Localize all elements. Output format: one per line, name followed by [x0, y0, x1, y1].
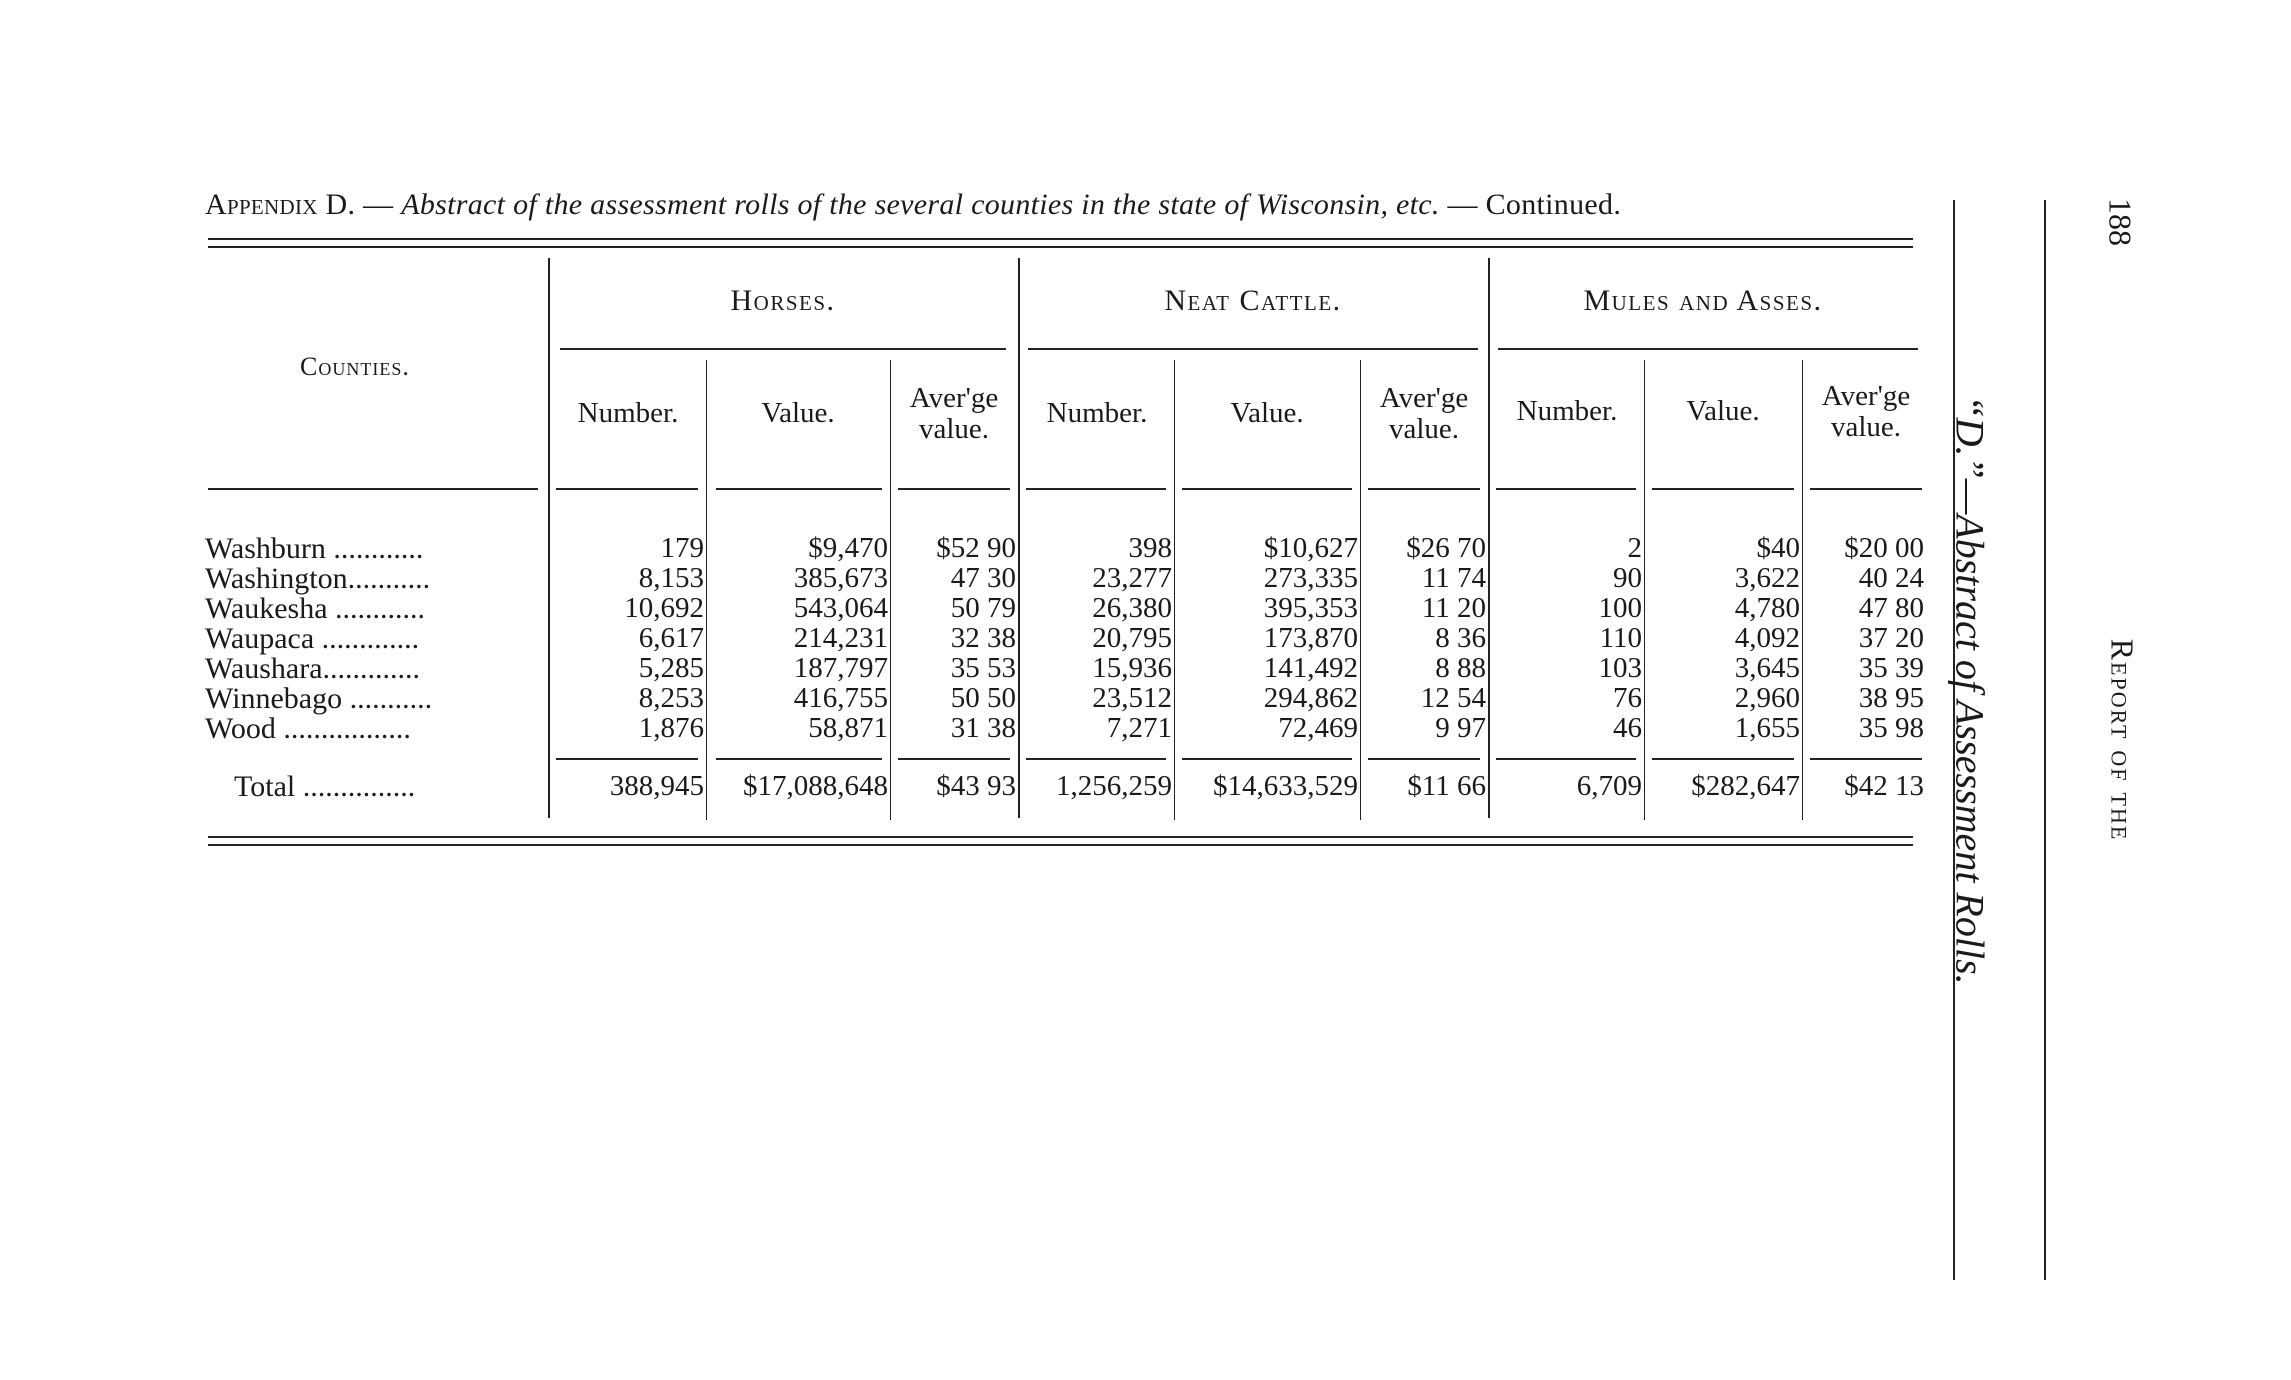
table-cell: 3,622 [1734, 562, 1800, 594]
total-rule [1182, 758, 1352, 760]
table-cell: 90 [1613, 562, 1642, 594]
table-cell: 23,277 [1092, 562, 1172, 594]
table-cell: 35 98 [1858, 712, 1924, 744]
table-cell: 10,692 [624, 592, 704, 624]
group-rule [1498, 348, 1918, 350]
table-cell: 110 [1599, 622, 1642, 654]
table-cell: 38 95 [1858, 682, 1924, 714]
table-cell: 2 [1627, 532, 1642, 564]
table-cell: 12 54 [1420, 682, 1486, 714]
total-cell: $282,647 [1691, 770, 1800, 802]
table-cell: 9 97 [1435, 712, 1486, 744]
table-cell: 8,153 [638, 562, 704, 594]
table-cell: 398 [1128, 532, 1172, 564]
table-cell: 100 [1598, 592, 1642, 624]
total-cell: 6,709 [1576, 770, 1642, 802]
table-cell: 50 79 [950, 592, 1016, 624]
subheader-number: Number. [1046, 397, 1148, 429]
table-cell: $26 70 [1406, 532, 1486, 564]
table-cell: 11 74 [1421, 562, 1486, 594]
table-cell: 273,335 [1263, 562, 1358, 594]
total-rule [716, 758, 882, 760]
table-cell: 179 [660, 532, 704, 564]
running-title: “D.”—Abstract of Assessment Rolls. [1947, 395, 1993, 985]
header-rule [1182, 488, 1352, 490]
page-number: 188 [2102, 198, 2139, 246]
table-cell: 35 39 [1858, 652, 1924, 684]
table-cell: 8,253 [638, 682, 704, 714]
table-cell: 47 80 [1858, 592, 1924, 624]
county-name: Washington........... [205, 562, 431, 595]
group-header-neat-cattle: Neat Cattle. [1164, 284, 1342, 317]
table-cell: 5,285 [638, 652, 704, 684]
table-cell: 1,876 [638, 712, 704, 744]
table-caption [205, 188, 1915, 222]
table-cell: 76 [1613, 682, 1642, 714]
total-cell: $14,633,529 [1213, 770, 1358, 802]
table-cell: 15,936 [1092, 652, 1172, 684]
table-cell: $52 90 [936, 532, 1016, 564]
table-cell: 3,645 [1734, 652, 1800, 684]
caption-title: Abstract of the assessment rolls of the several counties in the state of Wisconsin, etc. [401, 188, 1440, 221]
header-rule [208, 488, 538, 490]
header-rule [1496, 488, 1636, 490]
header-rule [556, 488, 698, 490]
table-cell: 385,673 [793, 562, 888, 594]
bottom-rule [208, 844, 1913, 846]
table-cell: 23,512 [1092, 682, 1172, 714]
total-cell: 1,256,259 [1056, 770, 1172, 802]
table-cell: 26,380 [1092, 592, 1172, 624]
group-rule [560, 348, 1006, 350]
table-cell: 20,795 [1092, 622, 1172, 654]
subheader-number: Number. [1516, 395, 1618, 427]
table-cell: 103 [1598, 652, 1642, 684]
county-name: Waukesha ............ [205, 592, 426, 625]
table-cell: 173,870 [1263, 622, 1358, 654]
header-rule [1026, 488, 1166, 490]
margin-rule [2044, 200, 2046, 1280]
header-rule [1810, 488, 1922, 490]
total-rule [1496, 758, 1636, 760]
subheader-number: Number. [577, 397, 679, 429]
caption-lead: Appendix D. [205, 188, 356, 221]
table-cell: $40 [1756, 532, 1800, 564]
total-cell: $42 13 [1844, 770, 1924, 802]
table-cell: $9,470 [808, 532, 888, 564]
table-cell: 214,231 [793, 622, 888, 654]
table-cell: 31 38 [950, 712, 1016, 744]
table-cell: 6,617 [638, 622, 704, 654]
table-cell: 1,655 [1734, 712, 1800, 744]
table-cell: 40 24 [1858, 562, 1924, 594]
total-label: Total ............... [234, 770, 416, 803]
total-rule [1652, 758, 1794, 760]
header-rule [1652, 488, 1794, 490]
total-rule [1026, 758, 1166, 760]
table-cell: 37 20 [1858, 622, 1924, 654]
table-cell: 35 53 [950, 652, 1016, 684]
total-rule [1368, 758, 1480, 760]
subheader-value: Value. [1230, 397, 1304, 429]
caption-continued: Continued. [1485, 188, 1622, 221]
caption-dash: — [1439, 188, 1486, 221]
table-cell: 187,797 [793, 652, 888, 684]
table-cell: 72,469 [1278, 712, 1358, 744]
header-rule [716, 488, 882, 490]
table-cell: 2,960 [1734, 682, 1800, 714]
table-cell: 58,871 [808, 712, 888, 744]
table-cell: 416,755 [793, 682, 888, 714]
subheader-average-value: Aver'ge value. [1821, 380, 1911, 443]
county-name: Wood ................. [205, 712, 411, 745]
table-cell: $10,627 [1263, 532, 1358, 564]
total-cell: $17,088,648 [743, 770, 888, 802]
group-rule [1028, 348, 1478, 350]
total-cell: 388,945 [609, 770, 704, 802]
running-head: Report of the [2104, 638, 2141, 842]
total-cell: $43 93 [936, 770, 1016, 802]
header-rule [898, 488, 1010, 490]
header-rule [1368, 488, 1480, 490]
table-cell: 4,780 [1734, 592, 1800, 624]
table-cell: 8 36 [1435, 622, 1486, 654]
table-cell: 395,353 [1263, 592, 1358, 624]
table-cell: 294,862 [1263, 682, 1358, 714]
bottom-rule [208, 836, 1913, 838]
counties-header: Counties. [300, 352, 410, 381]
table-cell: 141,492 [1263, 652, 1358, 684]
top-rule [208, 246, 1913, 248]
top-rule [208, 238, 1913, 240]
table-cell: 8 88 [1435, 652, 1486, 684]
table-cell: 4,092 [1734, 622, 1800, 654]
table-cell: 50 50 [950, 682, 1016, 714]
table-cell: 32 38 [950, 622, 1016, 654]
table-cell: 11 20 [1421, 592, 1486, 624]
county-name: Washburn ............ [205, 532, 424, 565]
subheader-average-value: Aver'ge value. [1379, 382, 1469, 445]
table-cell: 46 [1613, 712, 1642, 744]
total-rule [898, 758, 1010, 760]
county-name: Winnebago ........... [205, 682, 433, 715]
caption-dash: — [355, 188, 402, 221]
subheader-value: Value. [761, 397, 835, 429]
table-cell: 47 30 [950, 562, 1016, 594]
table-cell: 7,271 [1106, 712, 1172, 744]
subheader-average-value: Aver'ge value. [909, 382, 999, 445]
table-cell: 543,064 [793, 592, 888, 624]
total-cell: $11 66 [1407, 770, 1486, 802]
subheader-value: Value. [1686, 395, 1760, 427]
county-name: Waushara............. [205, 652, 421, 685]
table-cell: $20 00 [1844, 532, 1924, 564]
group-header-mules-asses: Mules and Asses. [1583, 284, 1823, 317]
group-header-horses: Horses. [730, 284, 836, 317]
county-name: Waupaca ............. [205, 622, 420, 655]
total-rule [556, 758, 698, 760]
total-rule [1810, 758, 1922, 760]
